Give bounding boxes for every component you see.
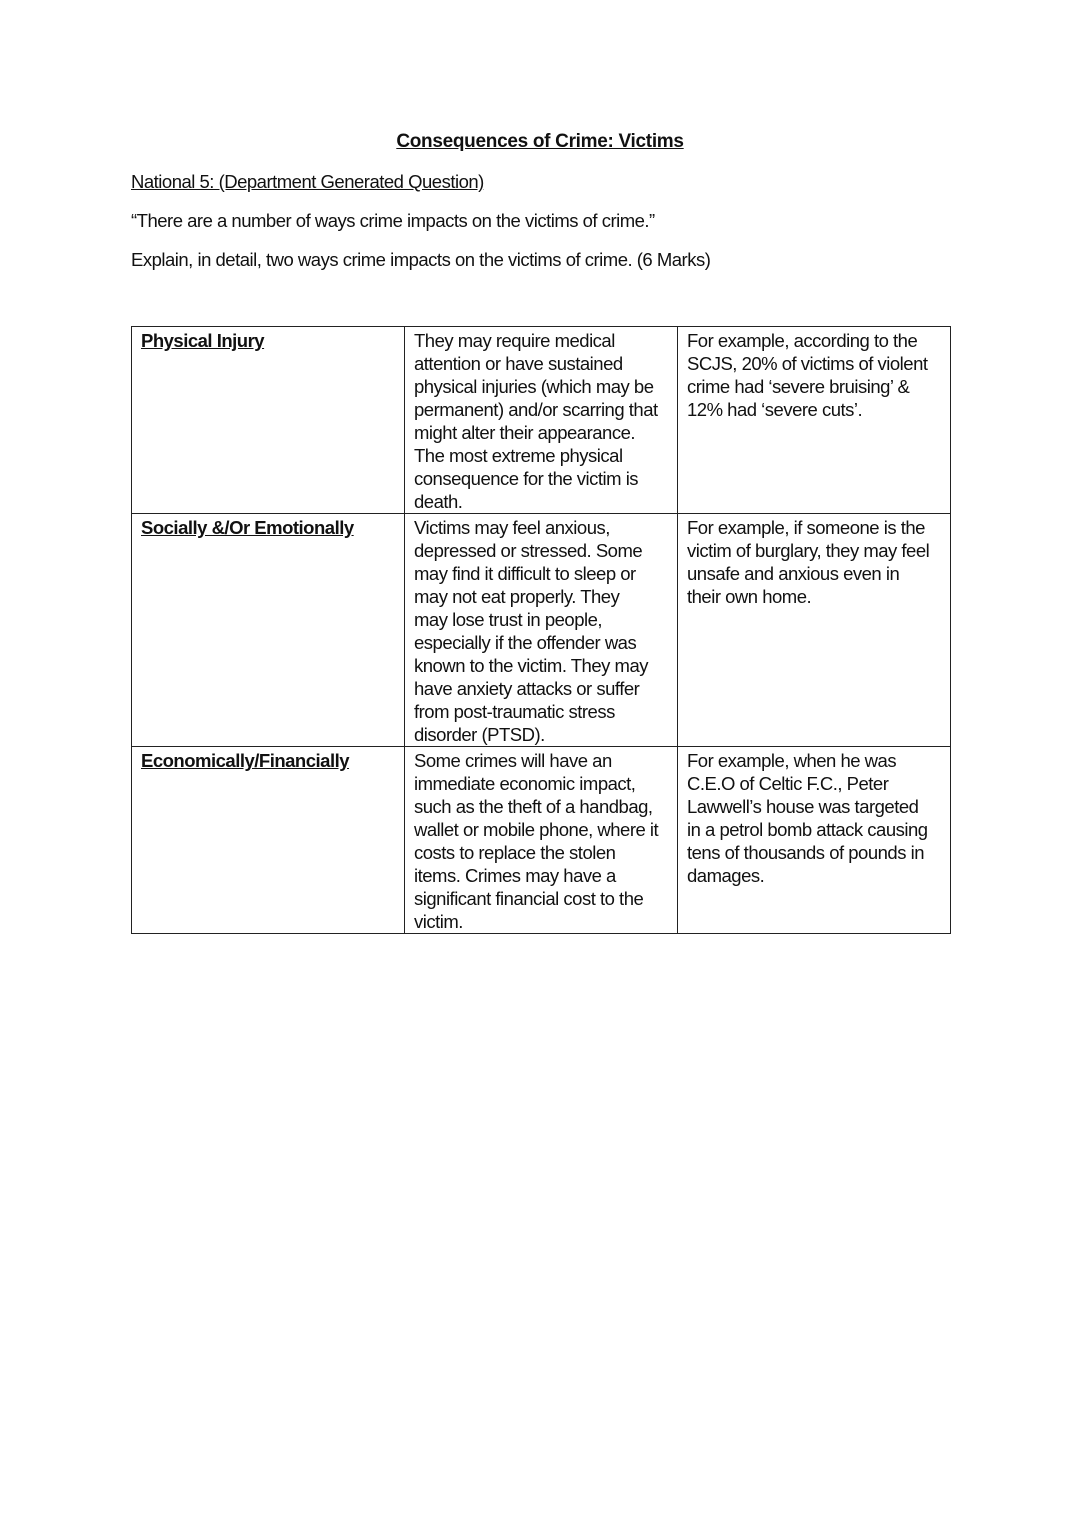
- row-example: For example, if someone is the victim of burglary, they may feel unsafe and anxious even in their own home.: [678, 514, 951, 747]
- row-example: For example, when he was C.E.O of Celtic F.C., Peter Lawwell’s house was targeted in a petrol bomb attack causing tens of thousands of pounds in damages.: [678, 747, 951, 934]
- table-row: [132, 747, 951, 934]
- question-prompt: Explain, in detail, two ways crime impacts on the victims of crime. (6 Marks): [131, 249, 711, 270]
- row-explanation: They may require medical attention or have sustained physical injuries (which may be permanent) and/or scarring that might alter their appearance. The most extreme physical consequence for the victim is death.: [405, 327, 678, 514]
- row-explanation: Victims may feel anxious, depressed or stressed. Some may find it difficult to sleep or may not eat properly. They may lose trust in people, especially if the offender was known to the victim. They may have anxiety attacks or suffer from post-traumatic stress disorder (PTSD).: [405, 514, 678, 747]
- row-example: For example, according to the SCJS, 20% of victims of violent crime had ‘severe bruising’ & 12% had ‘severe cuts’.: [678, 327, 951, 514]
- table-row: [132, 514, 951, 747]
- page-title: Consequences of Crime: Victims: [396, 131, 684, 152]
- impacts-table: [131, 326, 951, 934]
- row-heading: Socially &/Or Emotionally: [132, 514, 405, 747]
- row-heading: Economically/Financially: [132, 747, 405, 934]
- question-source: National 5: (Department Generated Question): [131, 171, 484, 192]
- table-row: [132, 327, 951, 514]
- row-heading: Physical Injury: [132, 327, 405, 514]
- question-quote: “There are a number of ways crime impacts on the victims of crime.”: [131, 210, 655, 231]
- row-explanation: Some crimes will have an immediate economic impact, such as the theft of a handbag, wallet or mobile phone, where it costs to replace the stolen items. Crimes may have a significant financial cost to the victim.: [405, 747, 678, 934]
